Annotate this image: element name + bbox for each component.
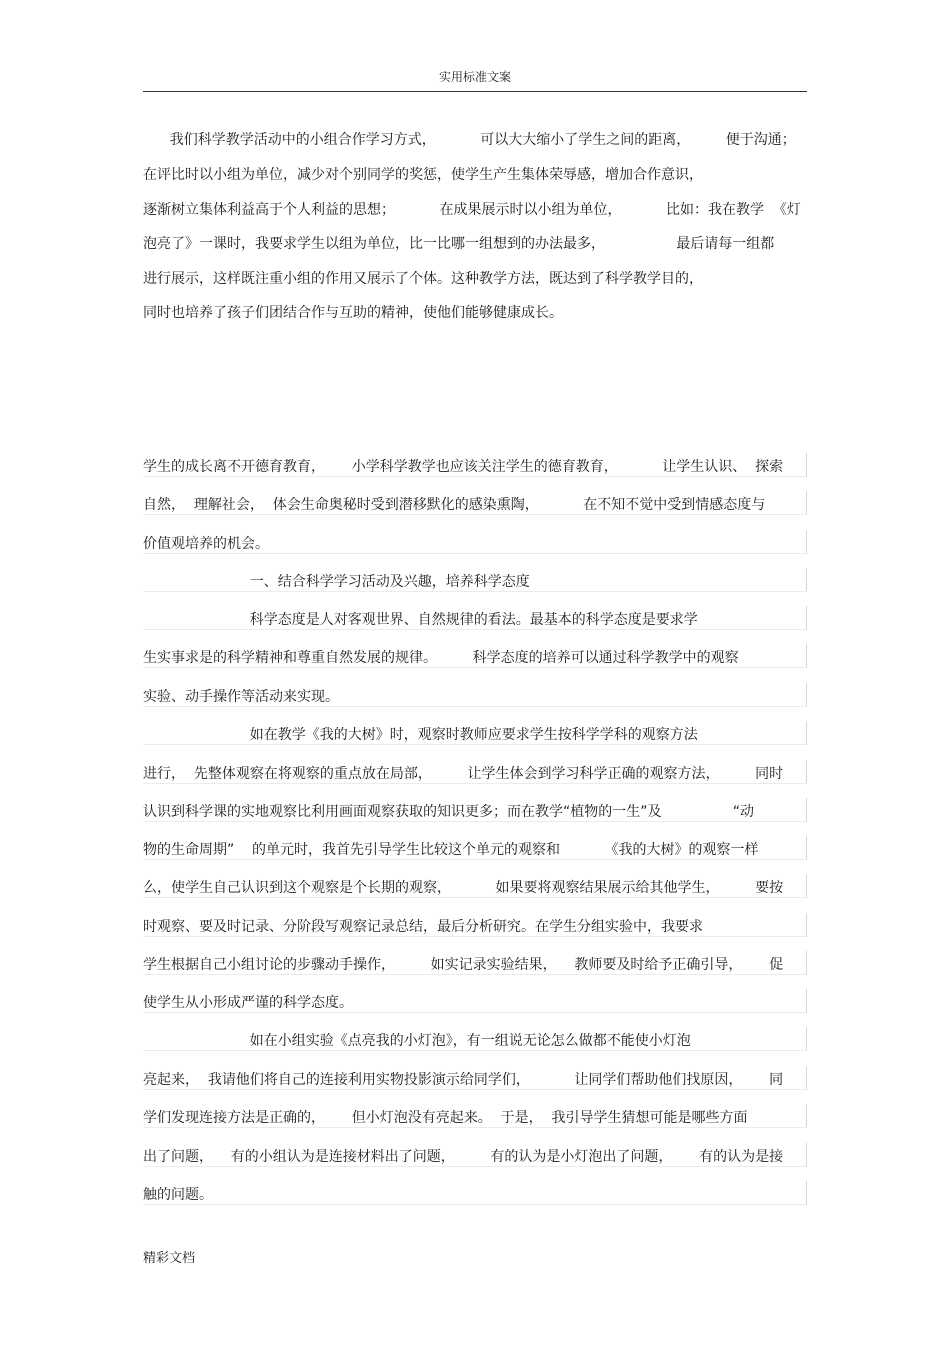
text-line: 学生的成长离不开德育教育， 小学科学教学也应该关注学生的德育教育， 让学生认识、 探索 xyxy=(143,459,784,475)
text-line: 触的问题。 xyxy=(143,1187,213,1203)
text-line: 同时也培养了孩子们团结合作与互助的精神，使他们能够健康成长。 xyxy=(143,305,563,321)
text-line: 使学生从小形成严谨的科学态度。 xyxy=(143,995,353,1011)
text-line: 实验、动手操作等活动来实现。 xyxy=(143,689,339,705)
header-divider xyxy=(143,91,807,92)
text-line: 在评比时以小组为单位，减少对个别同学的奖惩，使学生产生集体荣辱感，增加合作意识， xyxy=(143,167,703,183)
text-line: 么，使学生自己认识到这个观察是个长期的观察， 如果要将观察结果展示给其他学生， 要按 xyxy=(143,880,784,896)
text-line: 学生根据自己小组讨论的步骤动手操作， 如实记录实验结果， 教师要及时给予正确引导， 促 xyxy=(143,957,784,973)
text-line: 价值观培养的机会。 xyxy=(143,536,269,552)
text-line: 物的生命周期” 的单元时，我首先引导学生比较这个单元的观察和 《我的大树》的观察一样 xyxy=(143,842,759,858)
text-line: 自然， 理解社会， 体会生命奥秘时受到潜移默化的感染熏陶， 在不知不觉中受到情感态度与 xyxy=(143,497,766,513)
page-header: 实用标准文案 xyxy=(438,70,511,84)
text-line: 亮起来， 我请他们将自己的连接利用实物投影演示给同学们， 让同学们帮助他们找原因， 同 xyxy=(143,1072,784,1088)
text-line: 如在教学《我的大树》时，观察时教师应要求学生按科学学科的观察方法 xyxy=(143,727,698,743)
text-line: 泡亮了》一课时，我要求学生以组为单位，比一比哪一组想到的办法最多， 最后请每一组都 xyxy=(143,236,775,252)
text-line: 进行展示，这样既注重小组的作用又展示了个体。这种教学方法，既达到了科学教学目的， xyxy=(143,271,703,287)
text-line: 逐渐树立集体利益高于个人利益的思想； 在成果展示时以小组为单位， 比如：我在教学 《灯 xyxy=(143,202,801,218)
text-line: 我们科学教学活动中的小组合作学习方式， 可以大大缩小了学生之间的距离， 便于沟通； xyxy=(143,132,796,148)
text-line: 科学态度是人对客观世界、自然规律的看法。最基本的科学态度是要求学 xyxy=(143,612,698,628)
section-heading: 一、结合科学学习活动及兴趣，培养科学态度 xyxy=(143,574,530,590)
text-line: 出了问题， 有的小组认为是连接材料出了问题， 有的认为是小灯泡出了问题， 有的认为是接 xyxy=(143,1149,784,1165)
page-footer: 精彩文档 xyxy=(143,1251,196,1266)
text-line: 时观察、要及时记录、分阶段写观察记录总结，最后分析研究。在学生分组实验中，我要求 xyxy=(143,919,703,935)
text-line: 认识到科学课的实地观察比利用画面观察获取的知识更多；而在教学“植物的一生”及 “动 xyxy=(143,804,754,820)
text-line: 进行， 先整体观察在将观察的重点放在局部， 让学生体会到学习科学正确的观察方法， 同时 xyxy=(143,766,784,782)
text-line: 生实事求是的科学精神和尊重自然发展的规律。 科学态度的培养可以通过科学教学中的观察 xyxy=(143,650,739,666)
text-line: 学们发现连接方法是正确的， 但小灯泡没有亮起来。 于是， 我引导学生猜想可能是哪些方面 xyxy=(143,1110,748,1126)
text-line: 如在小组实验《点亮我的小灯泡》，有一组说无论怎么做都不能使小灯泡 xyxy=(143,1033,691,1049)
